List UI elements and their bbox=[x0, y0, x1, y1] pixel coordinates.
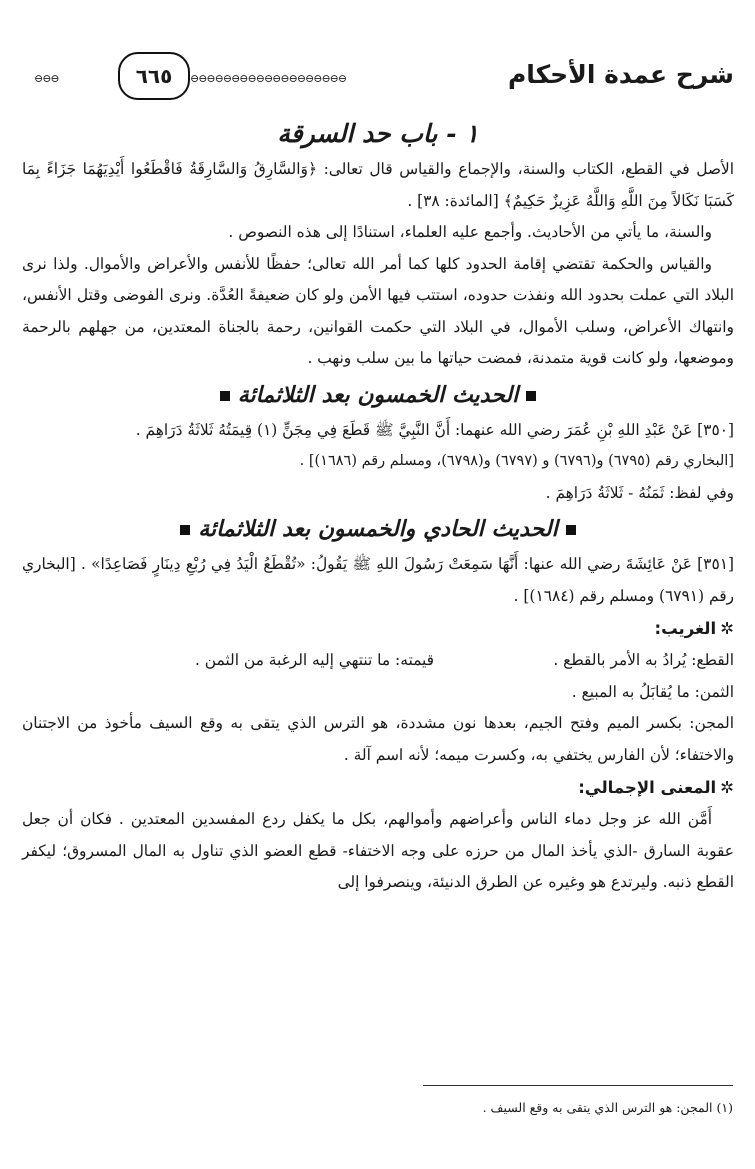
hadith-350-heading: الحديث الخمسون بعد الثلاثمائة bbox=[22, 375, 734, 415]
page-header bbox=[22, 52, 734, 104]
footnote: (١) المجن: هو الترس الذي يتقى به وقع السيف . bbox=[482, 1100, 733, 1115]
gloss-item: القطع: يُرادُ به الأمر بالقطع . bbox=[553, 651, 734, 669]
gharib-heading: ✲الغريب: bbox=[654, 619, 734, 638]
asterisk-icon: ✲ bbox=[720, 778, 734, 797]
intro-paragraph-2: والسنة، ما يأتي من الأحاديث. وأجمع عليه العلماء، استنادًا إلى هذه النصوص . bbox=[228, 223, 712, 241]
hadith-351-text: [٣٥١] عَنْ عَائِشَةَ رضي الله عنها: أَنَّهَا سَمِعَتْ رَسُولَ اللهِ ﷺ يَقُولُ: «تُقْطَعُ الْيَدُ فِي رُبْعِ دِينَارٍ فَصَاعِدًا» . [البخاري رقم (٦٧٩١) ومسلم رقم (١٦٨٤)] . bbox=[22, 555, 734, 605]
square-bullet-icon bbox=[220, 391, 230, 401]
gloss-mijan: المجن: بكسر الميم وفتح الجيم، بعدها نون مشددة، هو الترس الذي يتقى به وقع السيف مأخوذ من الاجتنان والاختفاء؛ لأن الفارس يختفي به، وكسرت ميمه؛ لأنه اسم آلة . bbox=[22, 714, 734, 764]
page-body bbox=[22, 114, 734, 899]
square-bullet-icon bbox=[526, 391, 536, 401]
intro-paragraph-3: والقياس والحكمة تقتضي إقامة الحدود كلها كما أمر الله تعالى؛ حفظًا للأنفس والأعراض والأموال. ولذا نرى البلاد التي عملت بحدود الله ونفذت حدوده، استتب فيها الأمن ولو كان ضعيفةً العُدَّة. ونرى الفوضى وقتل الأنفس، وانتهاك الأعراض، وسلب الأموال، في البلاد التي حكمت القوانين، رحمة بالجناة المعتدين، من جهلهم بالرحمة وموضعها، ولو كانت قوية متمدنة، فمضت حياتها ما بين سلب ونهب . bbox=[22, 254, 734, 367]
header-ornament-right: ⊖⊖⊖⊖⊖⊖⊖⊖⊖⊖⊖⊖⊖⊖⊖⊖⊖⊖⊖ bbox=[190, 72, 347, 85]
hadith-350-variant: وفي لفظ: ثَمَنُهُ - ثَلاثَةُ دَرَاهِمَ . bbox=[545, 483, 734, 502]
square-bullet-icon bbox=[180, 525, 190, 535]
hadith-350-source: [البخاري رقم (٦٧٩٥) و(٦٧٩٦) و (٦٧٩٧) و(٦٧٩٨)، ومسلم رقم (١٦٨٦)] . bbox=[299, 453, 734, 469]
asterisk-icon: ✲ bbox=[720, 619, 734, 638]
header-ornament-left: ⊖⊖⊖ bbox=[34, 72, 59, 85]
square-bullet-icon bbox=[566, 525, 576, 535]
gloss-item: الثمن: ما يُقابَلُ به المبيع . bbox=[571, 682, 734, 701]
page-number: ٦٦٥ bbox=[118, 52, 190, 100]
gloss-row bbox=[22, 645, 734, 677]
chapter-title: ١ - باب حد السرقة bbox=[277, 119, 479, 148]
gloss-item: قيمته: ما تنتهي إليه الرغبة من الثمن . bbox=[195, 651, 434, 669]
hadith-351-heading: الحديث الحادي والخمسون بعد الثلاثمائة bbox=[22, 509, 734, 549]
intro-paragraph-1: الأصل في القطع، الكتاب والسنة، والإجماع والقياس قال تعالى: ﴿وَالسَّارِقُ وَالسَّارِقَةُ فَاقْطَعُوا أَيْدِيَهُمَا جَزَاءً بِمَا كَسَبَا نَكَالاً مِنَ اللَّهِ وَاللَّهُ عَزِيزٌ حَكِيمٌ﴾ [المائدة: ٣٨] . bbox=[22, 160, 734, 210]
hadith-350-text: [٣٥٠] عَنْ عَبْدِ اللهِ بْنِ عُمَرَ رضي الله عنهما: أَنَّ النَّبِيَّ ﷺ قَطَعَ فِي مِجَنٍّ (١) قِيمَتُهُ ثَلاثَةُ دَرَاهِمَ . bbox=[135, 420, 734, 439]
general-meaning-text: أَمَّن الله عز وجل دماء الناس وأعراضهم وأموالهم، بكل ما يكفل ردع المفسدين المعتدين . فكان أن جعل عقوبة السارق -الذي يأخذ المال من حرزه على وجه الاختفاء- قطع العضو الذي تناول به المال المسروق؛ ليكفر القطع ذنبه. وليرتدع هو وغيره عن الطرق الدنيئة، وينصرفوا إلى bbox=[22, 810, 734, 891]
book-title: شرح عمدة الأحكام bbox=[507, 60, 734, 89]
footnote-divider bbox=[423, 1085, 733, 1086]
general-meaning-heading: ✲المعنى الإجمالي: bbox=[578, 778, 734, 797]
